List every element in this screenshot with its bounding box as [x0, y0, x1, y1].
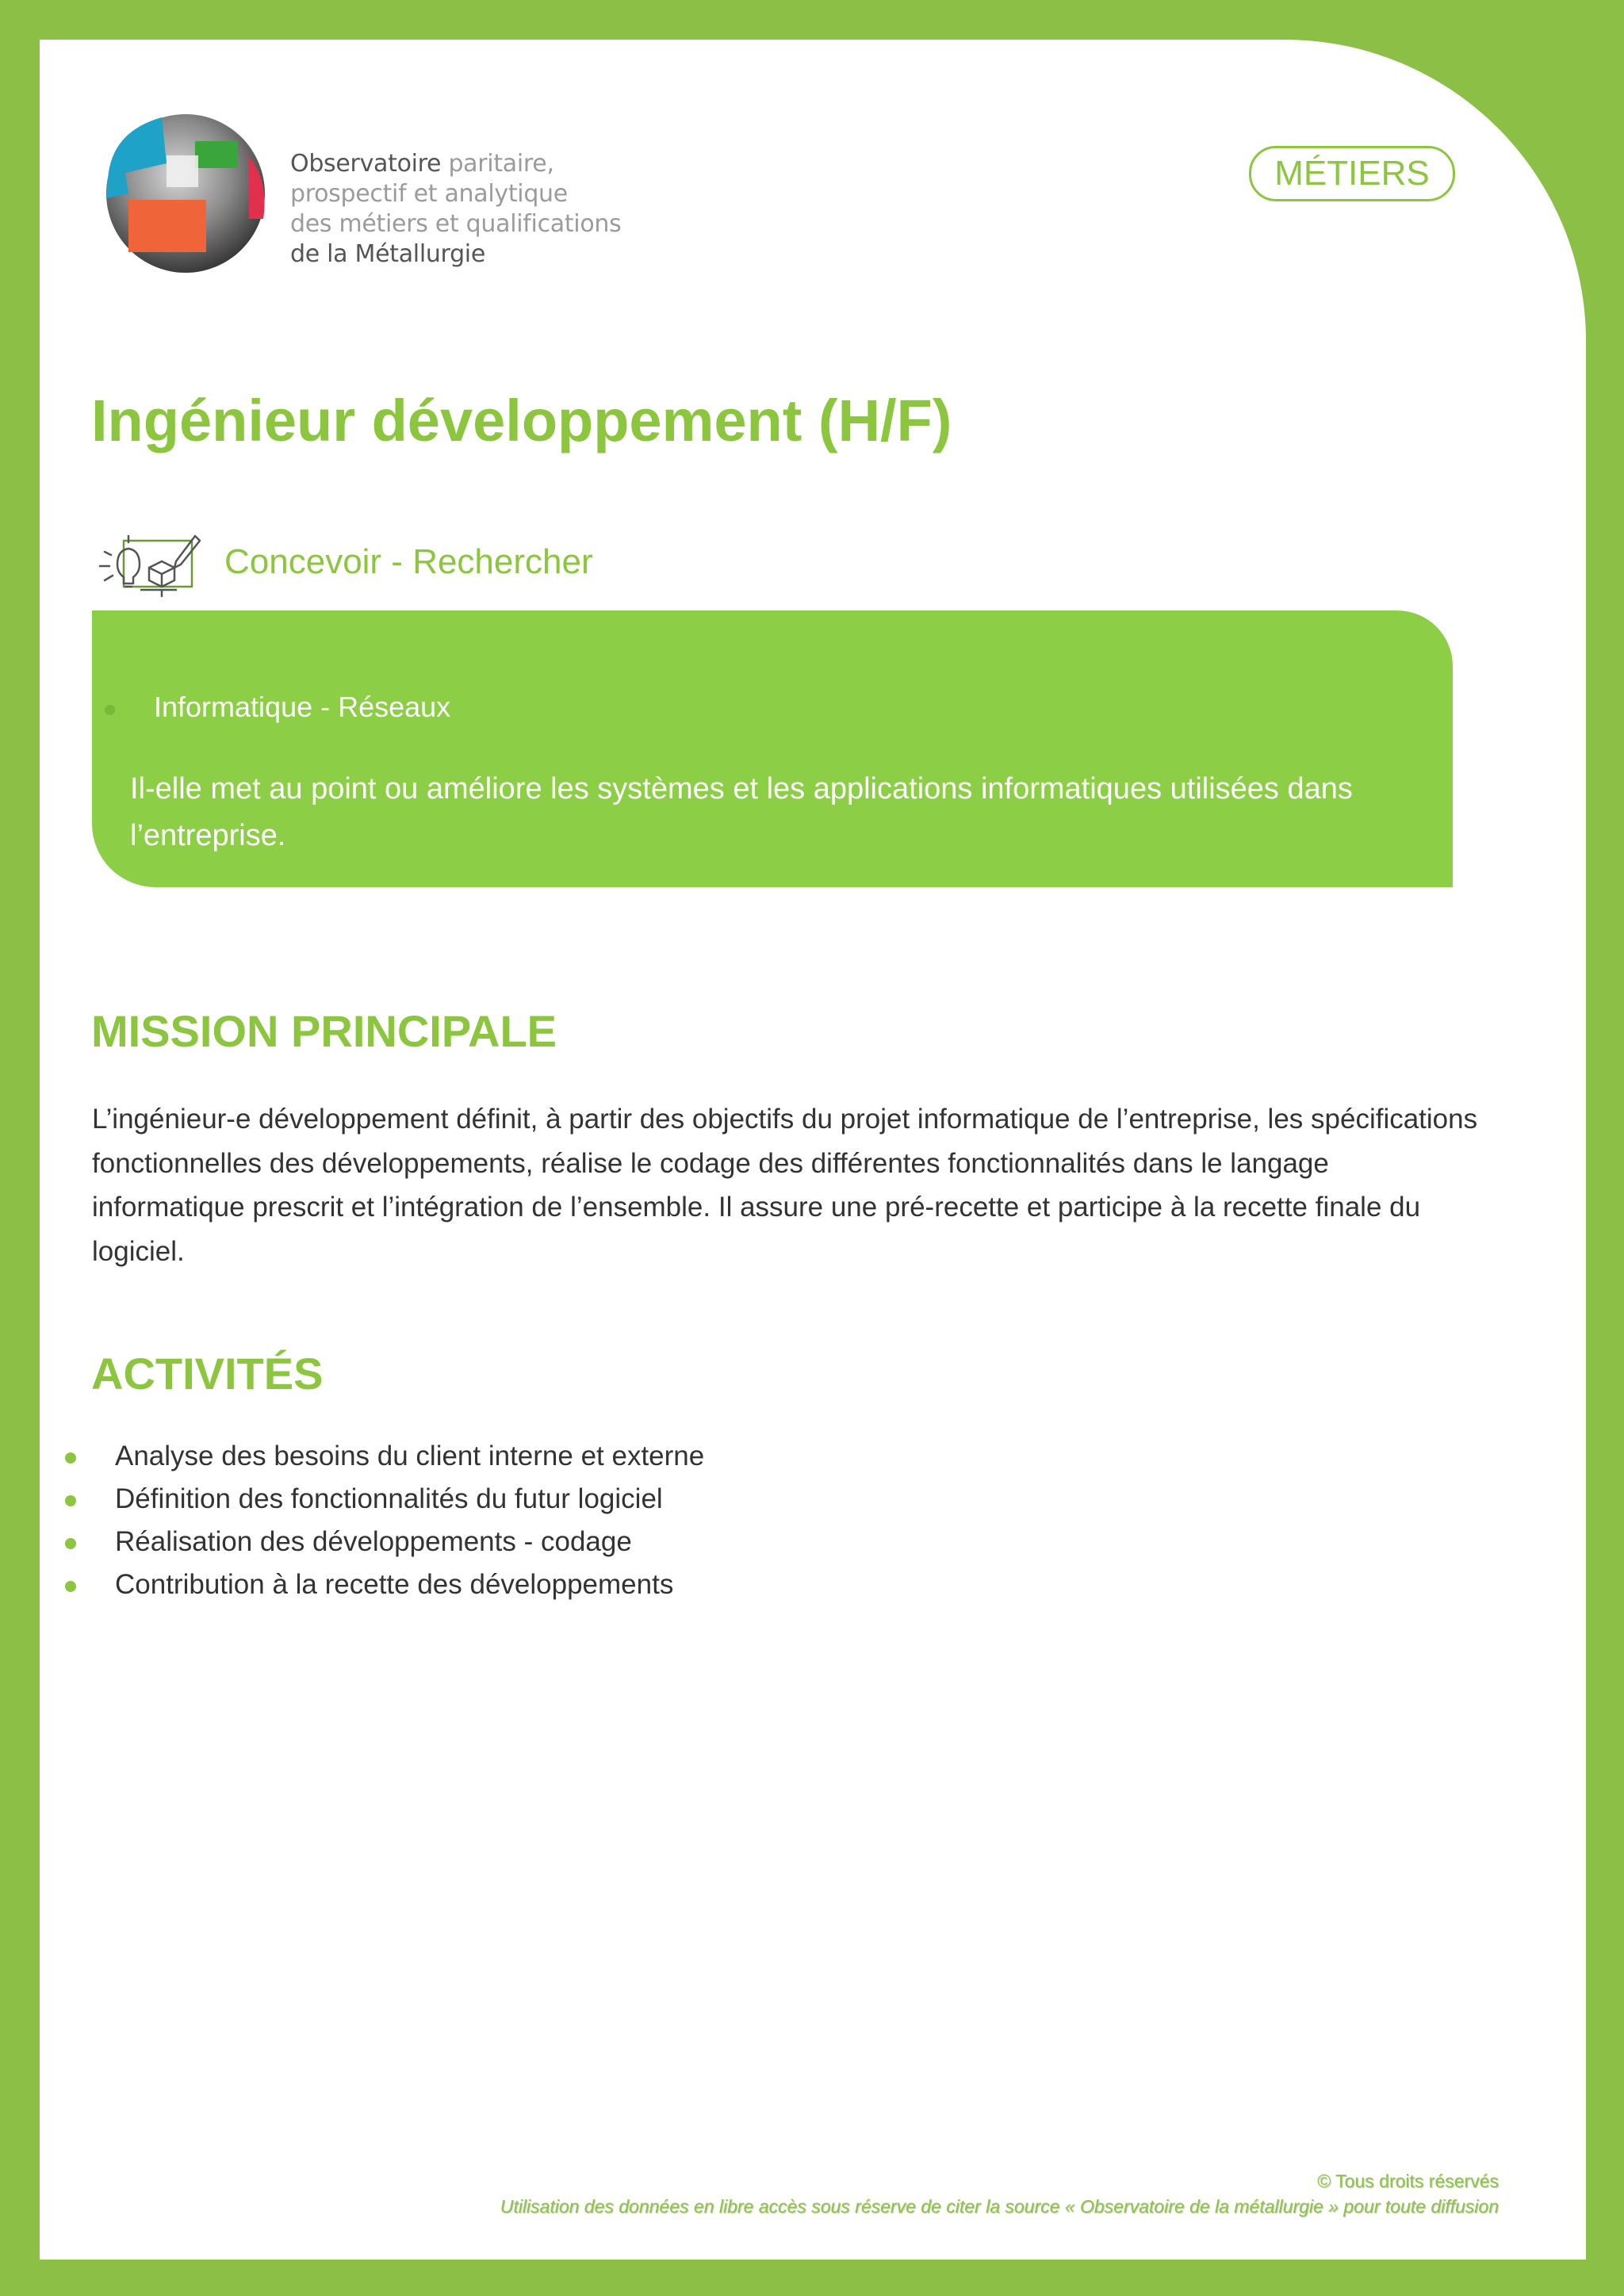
logo-text-line2: prospectif et analytique — [290, 180, 568, 208]
bullet-icon — [65, 1495, 76, 1506]
logo-text-line1: paritaire, — [441, 150, 554, 178]
bullet-icon — [65, 1538, 76, 1549]
activity-text: Définition des fonctionnalités du futur logiciel — [115, 1483, 663, 1514]
logo-text-line1-bold: Observatoire — [290, 150, 442, 178]
bullet-icon — [65, 1581, 76, 1592]
logo-text-line4: de la Métallurgie — [290, 240, 486, 268]
category-bullet-icon — [105, 705, 115, 715]
footer — [500, 2168, 1499, 2219]
activity-text: Réalisation des développements - codage — [115, 1526, 632, 1557]
logo-mark-icon — [94, 100, 278, 284]
design-research-icon — [94, 531, 201, 599]
job-summary: Il-elle met au point ou améliore les systèmes et les applications informatiques utilisées dans l’entreprise. — [130, 772, 1353, 852]
mission-text: L’ingénieur-e développement définit, à partir des objectifs du projet informatique de l’entreprise, les spécifications fonctionnelles des développements, réalise le codage des différentes fonctionnalités dans le langage informatique prescrit et l’intégration de l’ensemble. Il assure une pré-recette et participe à la recette finale du logiciel. — [92, 1104, 1478, 1267]
observatoire-logo — [94, 100, 633, 284]
logo-text-line3: des métiers et qualifications — [290, 210, 622, 238]
copyright-notice: © Tous droits réservés — [1317, 2171, 1499, 2191]
job-category: Informatique - Réseaux — [154, 691, 451, 723]
logo-wordmark — [290, 149, 621, 270]
activity-text: Contribution à la recette des développements — [115, 1569, 674, 1600]
job-title: Ingénieur développement (H/F) — [91, 388, 952, 453]
activities-heading: ACTIVITÉS — [91, 1349, 324, 1399]
bullet-icon — [65, 1452, 76, 1464]
usage-notice: Utilisation des données en libre accès sous réserve de citer la source « Observatoire de la métallurgie » pour toute diffusion — [500, 2196, 1499, 2217]
mission-heading: MISSION PRINCIPALE — [91, 1006, 557, 1056]
job-domain: Concevoir - Rechercher — [224, 542, 593, 581]
metiers-badge: MÉTIERS — [1249, 146, 1455, 201]
activity-text: Analyse des besoins du client interne et externe — [115, 1441, 705, 1471]
